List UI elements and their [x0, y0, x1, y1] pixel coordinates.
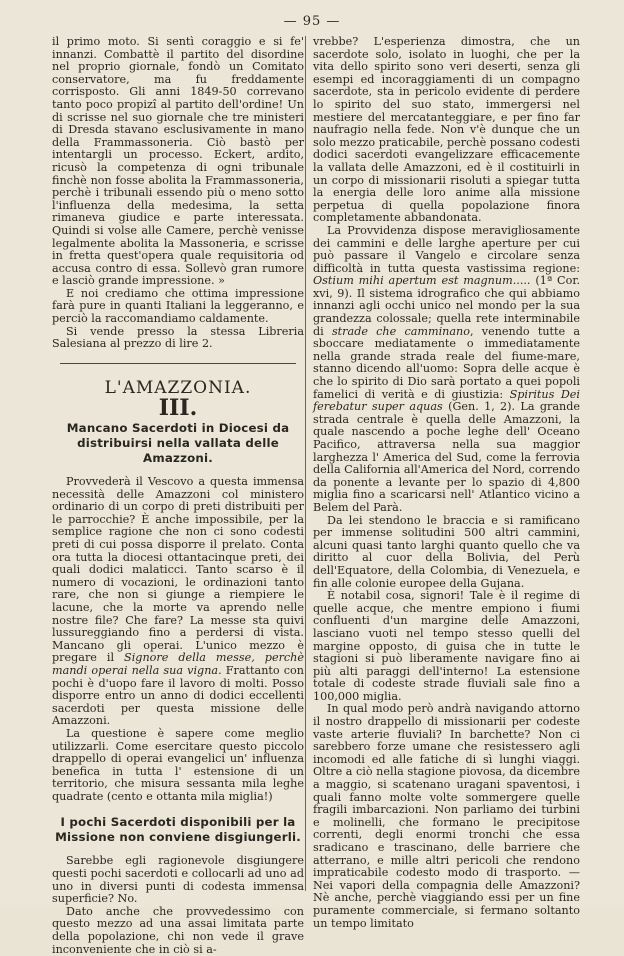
text-run: ..... (1ª Cor. xvi, 9). Il sistema idrografico che qui abbiamo innanzi agli occhi unico nel mondo per la sua grandezza colossale; quella rete interminabile di: [313, 274, 580, 338]
paragraph: E noi crediamo che ottima impressione farà pure in quanti Italiani la leggeranno, e perciò la raccomandiamo caldamente.: [52, 286, 304, 326]
paragraph: Da lei stendono le braccia e si ramificano per immense solitudini 500 altri cammini, alcuni quasi tanto larghi quanto quello che va diritto al cuor della Bolivia, del Perù dell'Equatore, della Colombia, di Venezuela, e fin alle colonie europee della Gujana.: [313, 513, 580, 590]
text-run: . Frattanto con pochi è d'uopo fare il lavoro di molti. Posso disporre entro un anno di dodici eccellenti sacerdoti per questa missione delle Amazzoni.: [52, 663, 304, 728]
italic-run: Signore della messe, perchè mandi operai nella sua vigna: [52, 651, 305, 677]
paragraph: La questione è sapere come meglio utilizzarli. Come esercitare questo piccolo drappello di operai evangelici un' influenza benefica in tutta l' estensione di un territorio, che misura sessanta mila leghe quadrate (cento e ottanta mila miglia!): [52, 726, 304, 803]
paragraph: il primo moto. Si sentì coraggio e si fe' innanzi. Combattè il partito del disordine nel proprio giornale, fondò un Comitato conservatore, ma fu freddamente corrisposto. Gli anni 1849-50 correvano tanto poco propizî al partito dell'ordine! Un di scrisse nel suo giornale che tre ministeri di Dresda stavano esclusivamente in mano della Frammassoneria. Ciò bastò per intentargli un processo. Eckert, ardito, ricusò la competenza di ogni tribunale finchè non fosse abolita la Frammassoneria, perchè i tribunali essendo più o meno sotto l'influenza della medesima, la setta rimaneva giudice e parte interessata. Quindi si volse alle Camere, perchè venisse legalmente abolita la Massoneria, e scrisse in fretta quest'opera quale requisitoria od accusa contro di essa. Sollevò gran rumore e lasciò grande impressione. »: [52, 35, 304, 288]
right-column: [313, 36, 580, 930]
text-run: , venendo tutte a sboccare mediatamente o immediatamente nella grande strada reale del fiume-mare, stanno dicendo all'uomo: Sopra delle acque è che lo spirito di Dio sarà portato a quei popoli famelici di verità e di giustizia:: [313, 324, 581, 401]
text-run: Provvederà il Vescovo a questa immensa necessità delle Amazzoni col ministero ordinario di un corpo di preti distribuiti per le parrocchie? È anche impossibile, per la semplice ragione che non ci sono codesti preti di cui possa disporre il prelato. Conta ora tutta la diocesi ottantacinque preti, dei quali dodici malaticci. Tanto scarso è il numero di vocazioni, le ordinazioni tanto rare, che non si giunge a riempiere le lacune, che la morte va aprendo nelle nostre file? Che fare? La messe sta quivi lussureggiando fino a perdersi di vista. Mancano gli operai. L'unico mezzo è pregare il: [52, 475, 304, 665]
section-divider: [60, 363, 296, 364]
text-run: La Provvidenza dispose meravigliosamente dei cammini e delle larghe aperture per cui può passare il Vangelo e circolare senza difficoltà in tutta questa vastissima regione:: [313, 223, 580, 275]
paragraph: [313, 225, 580, 515]
text-run: (Gen. 1, 2). La grande strada centrale è quella delle Amazzoni, la quale nascendo a poche leghe dell' Oceano Pacifico, attraversa nella sua maggior larghezza l' America del Sud, come la ferrovia della California all'America del Nord, correndo da ponente a levante per lo spazio di 4,800 miglia fino a scaricarsi nell' Atlantico vicino a Belem del Parà.: [313, 400, 580, 514]
page-number: — 95 —: [283, 14, 341, 29]
paragraph: In qual modo però andrà navigando attorno il nostro drappello di missionarii per codeste vaste arterie fluviali? In barchette? Non ci sarebbero forze umane che resistessero agli incomodi ed alle fatiche di sì lunghi viaggi. Oltre a ciò nella stagione piovosa, da dicembre a maggio, si scatenano uragani spaventosi, i quali fanno molte volte sommergere quelle fragili imbarcazioni. Non parliamo dei turbini e molinelli, che formano le precipitose correnti, degli enormi tronchi che essa sradicano e trascinano, delle barriere che atterrano, e mille altri pericoli che rendono impraticabile codesto modo di trasporto. — Nei vapori della compagnia delle Amazzoni? Nè anche, perchè viaggiando essi per un fine puramente commerciale, si fermano soltanto un tempo limitato: [313, 702, 580, 930]
italic-run: strade che camminano: [331, 324, 471, 338]
paragraph: È notabil cosa, signori! Tale è il regime di quelle acque, che mentre empiono i fiumi confluenti d'un margine delle Amazzoni, lasciano vuoti nel tempo stesso quelli del margine opposto, di guisa che in tutte le stagioni si può liberamente navigare fino ai più alti paraggi dell'interno! La estensione totale di codeste strade fluviali sale fino a 100,000 miglia.: [313, 589, 580, 703]
italic-run: Ostium mihi apertum est magnum: [313, 274, 513, 288]
section-number: III.: [158, 395, 198, 422]
section-title: L'AMAZZONIA.: [104, 377, 252, 398]
left-column: [52, 36, 304, 956]
subheading: Mancano Sacerdoti in Diocesi da distribuirsi nella vallata delle Amazzoni.: [66, 421, 290, 466]
paragraph: Si vende presso la stessa Libreria Salesiana al prezzo di lire 2.: [52, 324, 304, 351]
paragraph: [52, 476, 304, 728]
paragraph: Sarebbe egli ragionevole disgiungere questi pochi sacerdoti e collocarli ad uno ad uno in diversi punti di codesta immensa superficie? No.: [52, 854, 304, 906]
paragraph: Dato anche che provvedessimo con questo mezzo ad una assai limitata parte della popolazione, chi non vede il grave inconveniente che in ciò si a-: [52, 904, 304, 956]
italic-run: Spiritus Dei ferebatur super aquas: [313, 387, 580, 414]
paragraph: vrebbe? L'esperienza dimostra, che un sacerdote solo, isolato in luoghi, che per la vita dello spirito sono veri deserti, senza gli esempi ed incoraggiamenti di un compagno sacerdote, sta in pericolo evidente di perdere lo spirito del suo stato, immergersi nel mestiere del mercatanteggiare, e per fino far naufragio nella fede. Non v'è dunque che un solo mezzo praticabile, perchè possano codesti dodici sacerdoti evangelizzare efficacemente la vallata delle Amazzoni, ed è il costituirli in un corpo di missionarii risoluti a spiegar tutta la energia delle loro anime alla missione perpetua di quella popolazione finora completamente abbandonata.: [313, 35, 580, 225]
subheading: I pochi Sacerdoti disponibili per la Missione non conviene disgiungerli.: [55, 815, 301, 845]
column-rule: [305, 36, 306, 891]
